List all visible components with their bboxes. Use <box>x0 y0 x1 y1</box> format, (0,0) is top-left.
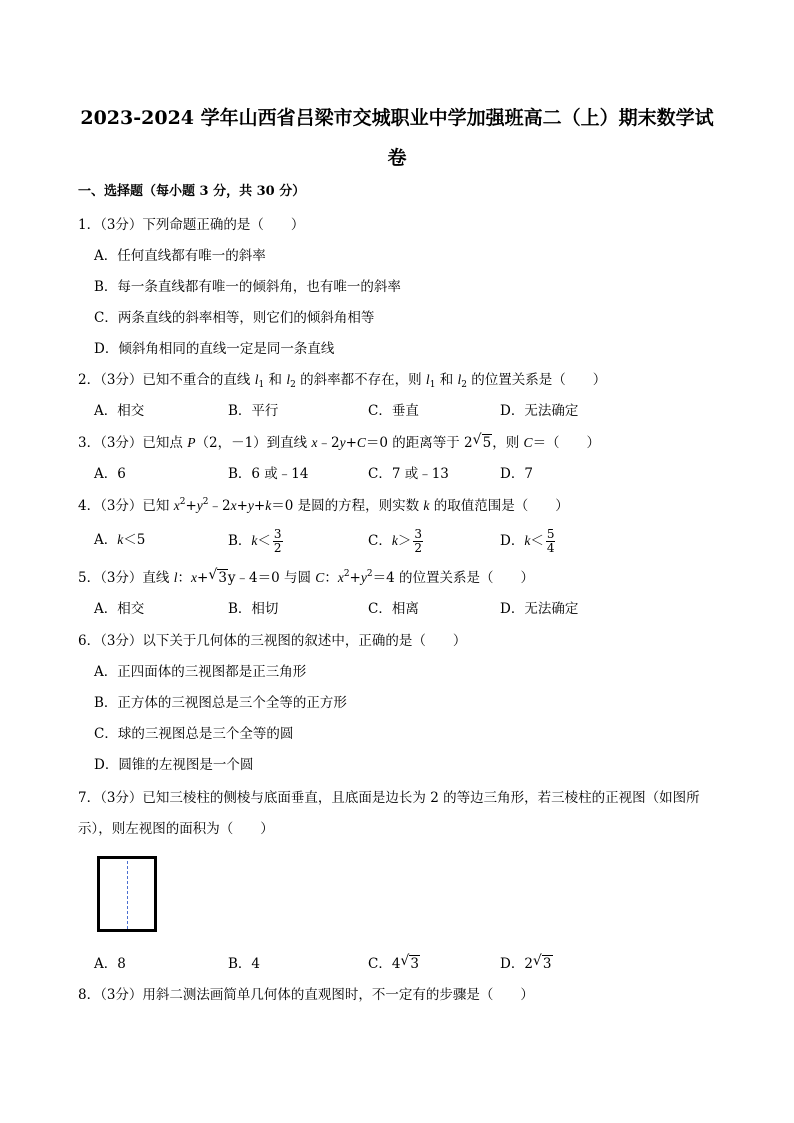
sqrt-symbol: √ 3 <box>532 953 552 972</box>
q2-stem: 2．（3分）已知不重合的直线 $l_1$ 和 $l_2$ 的斜率都不存在，则 $l_1$ 和 $l_2$ 的位置关系是（ ） <box>78 372 607 390</box>
fraction: $\frac{3}{2}$ <box>414 527 422 555</box>
sqrt-symbol: √ 5 <box>472 432 492 451</box>
hidden-edge-dash <box>127 861 128 929</box>
q7-option-d: D．2 √ 3 <box>500 952 553 976</box>
q4-stem: 4．（3分）已知 $x^2+y^2﹣2x+y+k=0$ 是圆的方程，则实数 k 的取值范围是（ ） <box>78 497 569 514</box>
q3-option-b: B．6 或﹣14 <box>228 466 309 482</box>
q5-option-d: D．无法确定 <box>500 601 579 617</box>
sqrt-symbol: √ 3 <box>400 953 420 972</box>
q2-option-b: B．平行 <box>228 403 279 419</box>
q3-option-c: C．7 或﹣13 <box>368 466 449 482</box>
sqrt-symbol: √ 3 <box>208 567 227 586</box>
q5-option-c: C．相离 <box>368 601 419 617</box>
exam-title-line2: 卷 <box>387 147 407 169</box>
front-view-figure <box>97 856 157 932</box>
q4-option-d: D．k＜ $\frac{5}{4}$ <box>500 527 555 555</box>
q6-option-a: A．正四面体的三视图都是正三角形 <box>94 664 307 680</box>
q6-stem: 6．（3分）以下关于几何体的三视图的叙述中，正确的是（ ） <box>78 633 467 649</box>
q6-option-b: B．正方体的三视图总是三个全等的正方形 <box>94 695 347 711</box>
fraction: $\frac{5}{4}$ <box>546 527 555 555</box>
exam-title-line1: 2023-2024 学年山西省吕梁市交城职业中学加强班高二（上）期末数学试 <box>80 107 714 129</box>
fraction: $\frac{3}{2}$ <box>273 527 282 555</box>
q7-stem-line2: 示），则左视图的面积为（ ） <box>78 821 274 837</box>
q2-option-c: C．垂直 <box>368 403 419 419</box>
section-heading: 一、选择题（每小题 3 分，共 30 分） <box>78 184 306 199</box>
q6-option-c: C．球的三视图总是三个全等的圆 <box>94 726 294 742</box>
q2-option-a: A．相交 <box>94 403 145 419</box>
q7-stem-line1: 7．（3分）已知三棱柱的侧棱与底面垂直，且底面是边长为 2 的等边三角形，若三棱柱的正视图（如图所 <box>78 790 700 806</box>
q4-option-b: B．k＜ $\frac{3}{2}$ <box>228 527 282 555</box>
q5-option-a: A．相交 <box>94 601 145 617</box>
q4-option-a: A．k＜5 <box>94 532 146 548</box>
q3-option-a: A．6 <box>94 466 126 482</box>
q5-stem: 5．（3分）直线 l：x+ √ 3y﹣4＝0 与圆 C：$x^2+y^2=4$ 的位置关系是（ ） <box>78 566 534 590</box>
q6-option-d: D．圆锥的左视图是一个圆 <box>94 757 254 773</box>
q3-stem: 3．（3分）已知点 P（2，－1）到直线 x﹣2y+C＝0 的距离等于 2 √ 5，则 C＝（ ） <box>78 431 600 455</box>
q4-option-c: C．k＞ $\frac{3}{2}$ <box>368 527 422 555</box>
q7-option-b: B．4 <box>228 956 261 972</box>
q1-option-c: C．两条直线的斜率相等，则它们的倾斜角相等 <box>94 310 375 326</box>
q7-option-a: A．8 <box>94 956 126 972</box>
q1-option-a: A．任何直线都有唯一的斜率 <box>94 248 266 264</box>
q3-option-d: D．7 <box>500 466 533 482</box>
q2-option-d: D．无法确定 <box>500 403 579 419</box>
q1-option-d: D．倾斜角相同的直线一定是同一条直线 <box>94 341 335 357</box>
q7-option-c: C．4 √ 3 <box>368 952 420 976</box>
q5-option-b: B．相切 <box>228 601 279 617</box>
q8-stem: 8．（3分）用斜二测法画简单几何体的直观图时，不一定有的步骤是（ ） <box>78 987 534 1003</box>
q1-option-b: B．每一条直线都有唯一的倾斜角，也有唯一的斜率 <box>94 279 401 295</box>
q1-stem: 1．（3分）下列命题正确的是（ ） <box>78 217 305 233</box>
